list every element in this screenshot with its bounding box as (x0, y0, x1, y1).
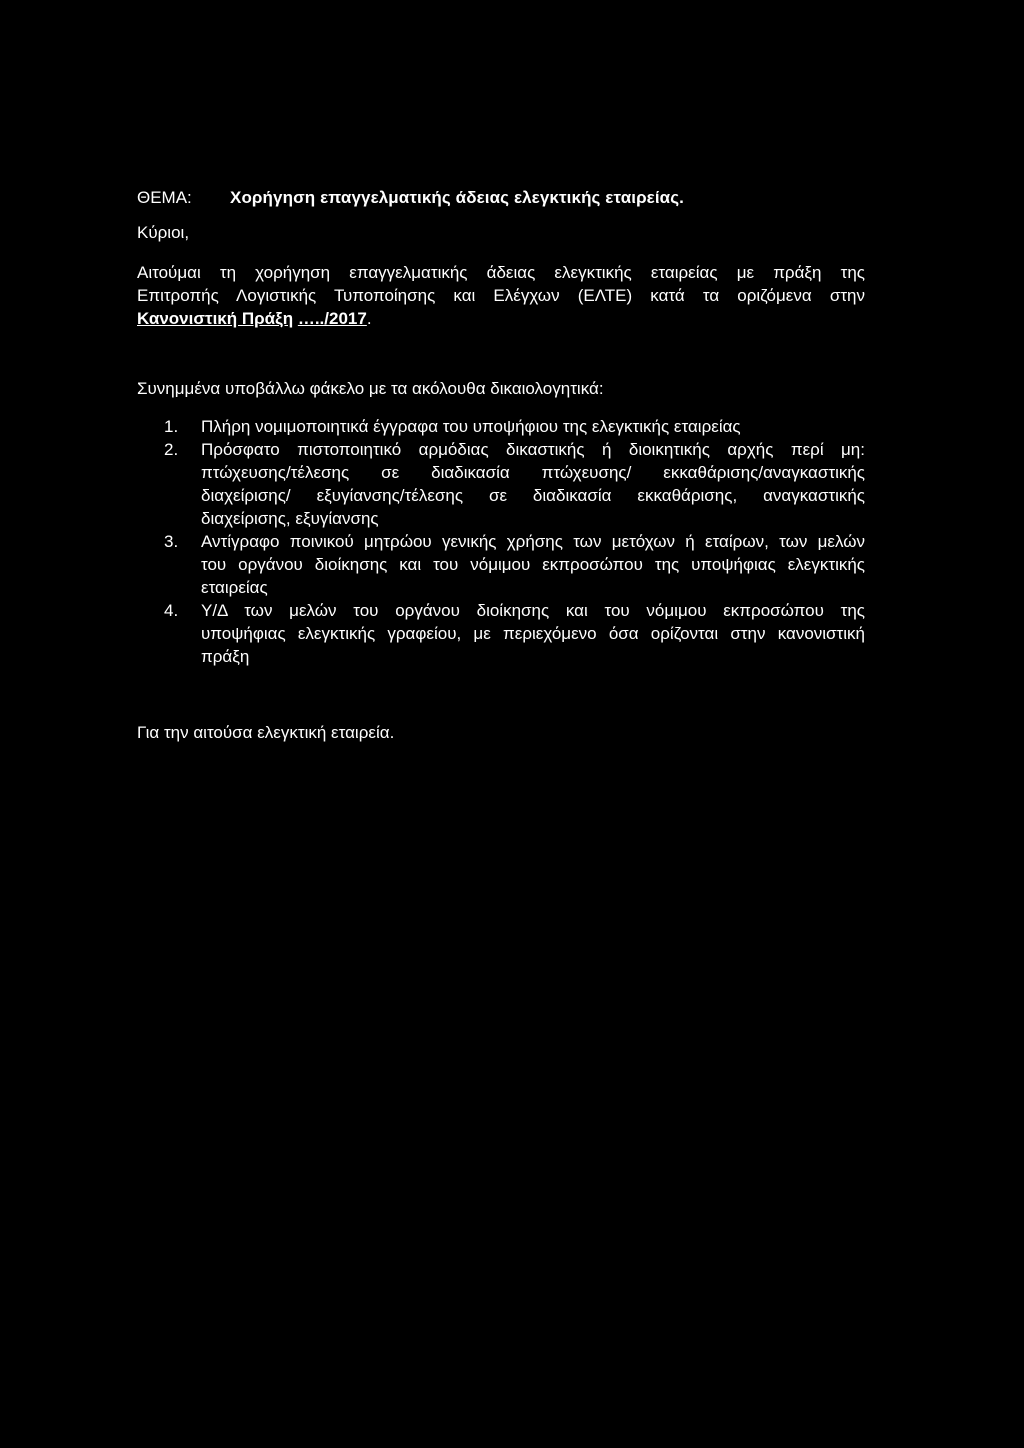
request-line-2: Επιτροπής Λογιστικής Τυποποίησης και Ελέγχων (ΕΛΤΕ) κατά τα οριζόμενα στην (137, 286, 865, 305)
list-item-line: διαχείρισης, εξυγίανσης (201, 509, 379, 528)
list-item-line: Υ/Δ των μελών του οργάνου διοίκησης και του νόμιμου εκπροσώπου της (201, 601, 865, 620)
subject-text: Χορήγηση επαγγελματικής άδειας ελεγκτικής εταιρείας. (230, 188, 684, 207)
list-item-number: 2. (164, 440, 179, 459)
request-paragraph (137, 261, 865, 330)
list-item-line: υποψήφιας ελεγκτικής γραφείου, με περιεχόμενο όσα ορίζονται στην κανονιστική (201, 624, 865, 643)
regulation-reference-part1: Κανονιστική Πράξη (137, 309, 294, 328)
closing-signature-line: Για την αιτούσα ελεγκτική εταιρεία. (137, 723, 395, 742)
subject-line (137, 186, 897, 210)
list-item (164, 599, 865, 668)
attachments-intro: Συνημμένα υποβάλλω φάκελο με τα ακόλουθα δικαιολογητικά: (137, 379, 604, 398)
subject-label: ΘΕΜΑ: (137, 188, 192, 207)
attachments-list (164, 415, 865, 668)
list-item-line: διαχείρισης/ εξυγίανσης/τέλεσης σε διαδικασία εκκαθάρισης, αναγκαστικής (201, 486, 865, 505)
regulation-reference-part2: …../2017 (297, 309, 367, 328)
list-item-line: πράξη (201, 647, 250, 666)
request-line-1: Αιτούμαι τη χορήγηση επαγγελματικής άδειας ελεγκτικής εταιρείας με πράξη της (137, 263, 865, 282)
list-item (164, 530, 865, 599)
list-item (164, 415, 865, 438)
list-item-line: Αντίγραφο ποινικού μητρώου γενικής χρήσης των μετόχων ή εταίρων, των μελών (201, 532, 865, 551)
list-item-number: 1. (164, 417, 179, 436)
list-item-line: του οργάνου διοίκησης και του νόμιμου εκπροσώπου της υποψήφιας ελεγκτικής (201, 555, 865, 574)
list-item-line: εταιρείας (201, 578, 268, 597)
list-item-line: Πλήρη νομιμοποιητικά έγγραφα του υποψήφιου της ελεγκτικής εταιρείας (201, 417, 741, 436)
list-item (164, 438, 865, 530)
list-item-line: Πρόσφατο πιστοποιητικό αρμόδιας δικαστικής ή διοικητικής αρχής περί μη: (201, 440, 865, 459)
salutation: Κύριοι, (137, 223, 190, 242)
list-item-number: 3. (164, 532, 179, 551)
request-line-3 (137, 307, 865, 330)
request-line-3-tail: . (366, 309, 372, 328)
list-item-line: πτώχευσης/τέλεσης σε διαδικασία πτώχευσης/ εκκαθάρισης/αναγκαστικής (201, 463, 865, 482)
list-item-number: 4. (164, 601, 179, 620)
